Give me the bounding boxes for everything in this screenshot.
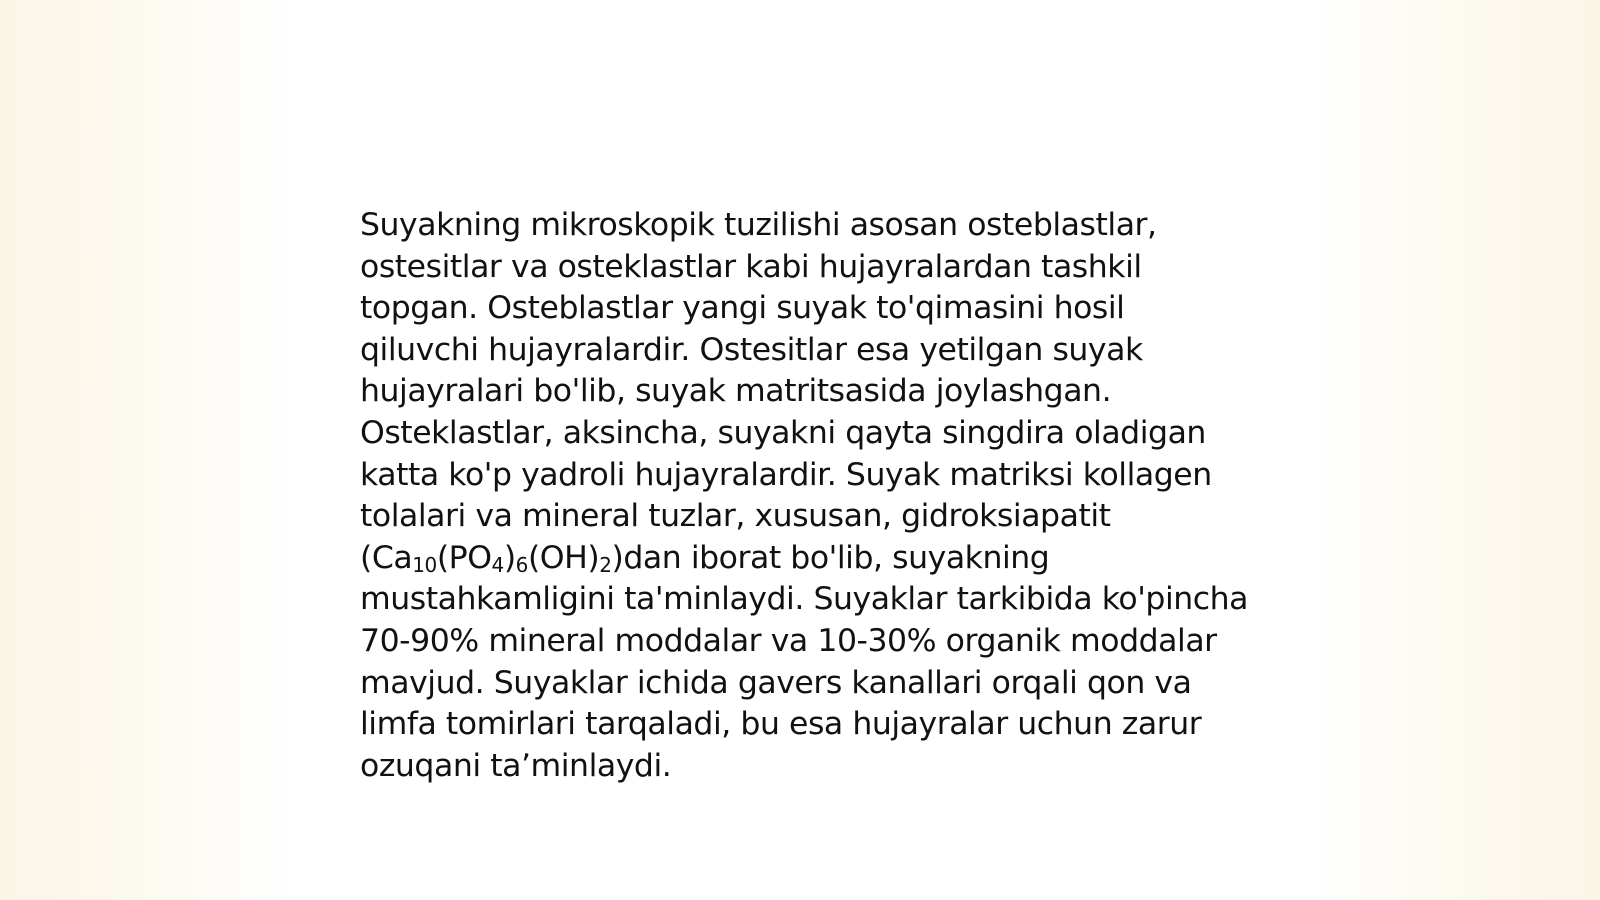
formula-phosphate-subscript: 4 [491,552,504,577]
formula-phosphate-close: ) [503,539,516,576]
formula-calcium: Ca [371,539,413,576]
formula-close-paren: ) [611,539,624,576]
chemical-formula [372,540,624,576]
formula-phosphate: (PO [436,539,492,576]
paragraph-text-end: dan iborat bo'lib, suyakning mustahkamligini ta'minlaydi. Suyaklar tarkibida ko'pincha 70-90% mineral moddalar va 10-30% organik moddalar mavjud. Suyaklar ichida gavers kanallari orqali qon va limfa tomirlari tarqaladi, bu esa hujayralar uchun zarur ozuqani ta’minlaydi. [360,539,1249,784]
formula-phosphate-group-subscript: 6 [515,552,528,577]
formula-hydroxide: (OH) [527,539,600,576]
body-paragraph [360,205,1250,787]
formula-hydroxide-subscript: 2 [599,552,612,577]
paragraph-text-start: Suyakning mikroskopik tuzilishi asosan osteblastlar, ostesitlar va osteklastlar kabi hujayralardan tashkil topgan. Osteblastlar yangi suyak to'qimasini hosil qiluvchi hujayralardir. Ostesitlar esa yetilgan suyak hujayralari bo'lib, suyak matritsasida joylashgan. Osteklastlar, aksincha, suyakni qayta singdira oladigan katta ko'p yadroli hujayralardir. Suyak matriksi kollagen tolalari va mineral tuzlar, xususan, gidroksiapatit ( [360,207,1212,576]
formula-calcium-subscript: 10 [412,552,437,577]
